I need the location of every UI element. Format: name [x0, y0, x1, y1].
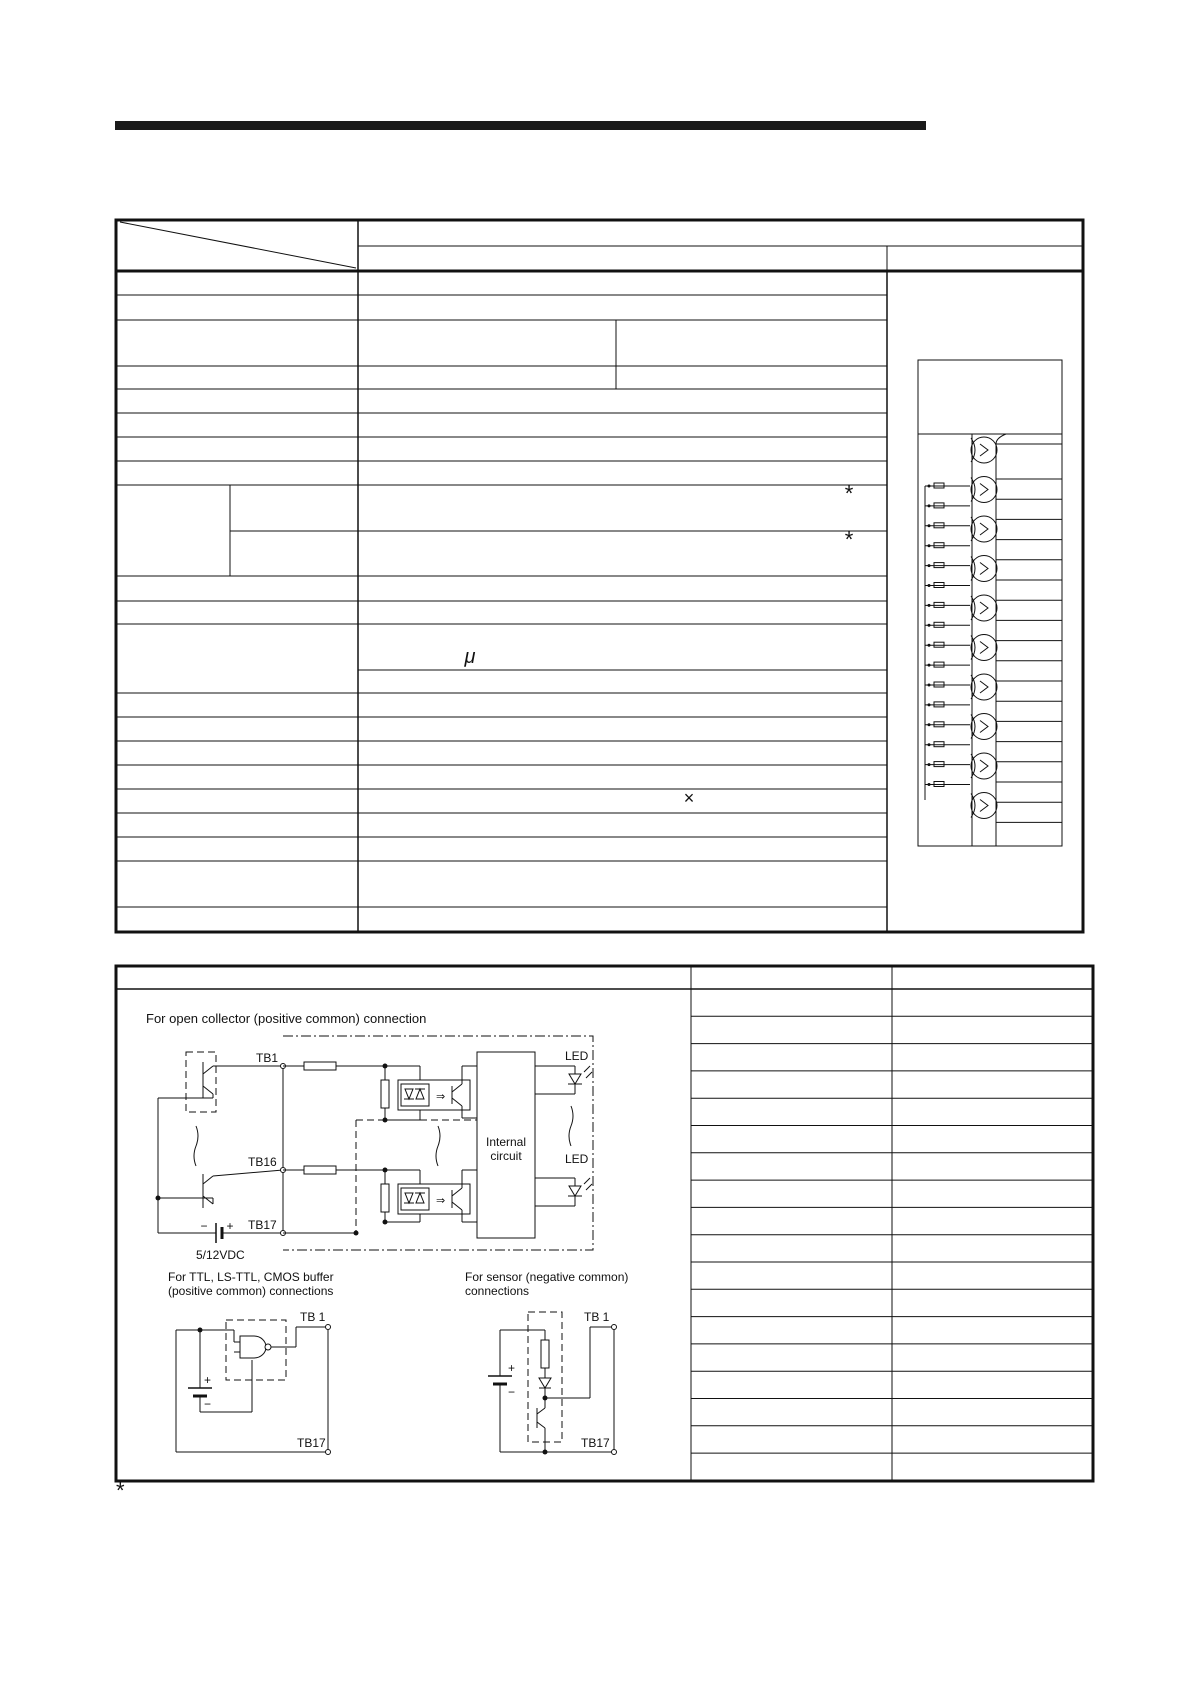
asterisk-mark-2: *	[844, 527, 854, 552]
sensor-title-line1: For sensor (negative common)	[465, 1270, 629, 1284]
label-internal-circuit-2: circuit	[490, 1149, 522, 1163]
sensor-schematic	[488, 1312, 617, 1455]
terminal-screw	[971, 793, 997, 819]
ttl-title-line2: (positive common) connections	[168, 1284, 334, 1298]
ttl-label-tb17: TB17	[297, 1436, 326, 1450]
ttl-plus: +	[204, 1373, 212, 1387]
times-symbol: ×	[683, 788, 695, 808]
terminal-screws	[971, 437, 997, 819]
terminal-leads	[925, 483, 970, 800]
label-tb1: TB1	[256, 1051, 279, 1065]
svg-text:⇒: ⇒	[436, 1195, 446, 1207]
sensor-title-line2: connections	[465, 1284, 530, 1298]
terminal-block-drawing	[918, 360, 1062, 846]
terminal-screw	[971, 674, 997, 700]
asterisk-mark-1: *	[844, 481, 854, 506]
label-internal-circuit-1: Internal	[485, 1135, 527, 1149]
terminal-screw	[971, 516, 997, 542]
sensor-label-tb1: TB 1	[584, 1310, 610, 1324]
battery-plus: +	[226, 1219, 234, 1233]
open-collector-schematic	[156, 1036, 594, 1250]
ttl-minus: −	[204, 1397, 212, 1411]
label-tb16: TB16	[248, 1155, 277, 1169]
terminal-screw	[971, 753, 997, 779]
sensor-label-tb17: TB17	[581, 1436, 610, 1450]
open-collector-title: For open collector (positive common) connection	[146, 1011, 427, 1026]
label-supply-voltage: 5/12VDC	[196, 1248, 245, 1262]
terminal-screw	[971, 477, 997, 503]
spec-row-lines	[116, 295, 887, 907]
terminal-screw	[971, 714, 997, 740]
ttl-schematic	[176, 1320, 331, 1455]
label-tb17: TB17	[248, 1218, 277, 1232]
terminal-screw	[971, 595, 997, 621]
battery-minus: −	[200, 1219, 208, 1233]
mu-symbol: μ	[464, 646, 476, 668]
label-led-top: LED	[565, 1049, 589, 1063]
pin-table-row-lines	[691, 1016, 1093, 1453]
terminal-divider-lines	[996, 479, 1062, 822]
header-diagonal	[120, 222, 356, 268]
section-header-bar	[115, 121, 926, 130]
ttl-label-tb1: TB 1	[300, 1310, 326, 1324]
terminal-screw	[971, 437, 997, 463]
label-led-bottom: LED	[565, 1152, 589, 1166]
ttl-title-line1: For TTL, LS-TTL, CMOS buffer	[168, 1270, 334, 1284]
sensor-minus: −	[508, 1385, 516, 1399]
sensor-plus: +	[508, 1361, 516, 1375]
terminal-screw	[971, 635, 997, 661]
svg-text:⇒: ⇒	[436, 1091, 446, 1103]
footnote-asterisk: *	[116, 1478, 125, 1503]
terminal-screw	[971, 556, 997, 582]
